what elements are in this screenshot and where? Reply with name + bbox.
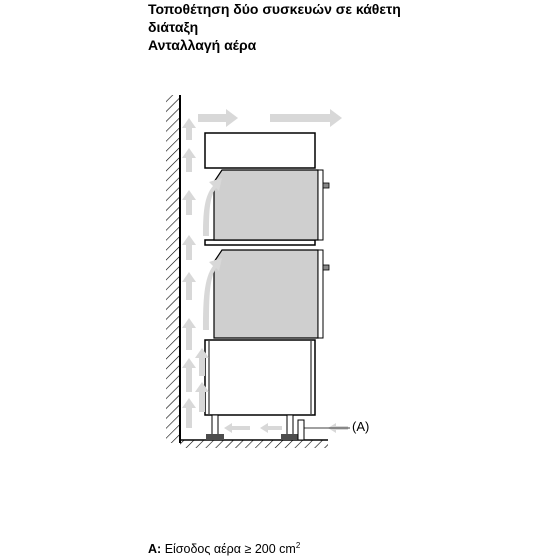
arrow-up-8 bbox=[182, 118, 196, 140]
heading-line-3: Ανταλλαγή αέρα bbox=[148, 37, 257, 53]
upper-appliance-handle bbox=[323, 183, 329, 188]
cabinet-legs bbox=[206, 415, 304, 440]
leg-left bbox=[212, 415, 218, 437]
legend bbox=[148, 541, 300, 556]
arrow-up-4 bbox=[182, 272, 196, 300]
legend-superscript: 2 bbox=[295, 541, 301, 550]
inlet-label: (A) bbox=[352, 419, 370, 434]
arrow-up-6 bbox=[182, 190, 196, 215]
arrow-up-3 bbox=[182, 318, 196, 350]
arrow-top-1 bbox=[198, 109, 238, 127]
lower-appliance-door bbox=[318, 250, 323, 338]
lower-appliance-handle bbox=[323, 265, 329, 270]
arrow-up-1 bbox=[182, 398, 196, 428]
foot-right bbox=[281, 434, 299, 440]
upper-shelf bbox=[205, 240, 315, 245]
arrow-inlet-left bbox=[224, 423, 250, 433]
legend-key: A: bbox=[148, 542, 162, 557]
arrow-up-5 bbox=[182, 235, 196, 260]
leg-right bbox=[287, 415, 293, 437]
legend-text: Είσοδος αέρα ≥ 200 cm bbox=[164, 542, 296, 557]
arrow-inlet-mid bbox=[260, 423, 282, 433]
heading-line-2: διάταξη bbox=[148, 19, 199, 35]
arrow-up-2 bbox=[182, 358, 196, 392]
foot-left bbox=[206, 434, 224, 440]
upper-compartment bbox=[205, 133, 315, 168]
upper-appliance-door bbox=[318, 170, 323, 240]
wall bbox=[166, 95, 180, 443]
arrow-up-7 bbox=[182, 148, 196, 172]
floor bbox=[180, 440, 328, 448]
lower-compartment bbox=[205, 340, 315, 415]
arrow-top-2 bbox=[270, 109, 342, 127]
plinth bbox=[298, 420, 304, 440]
lower-appliance bbox=[214, 250, 329, 338]
heading-line-1: Τοποθέτηση δύο συσκευών σε κάθετη bbox=[148, 1, 401, 17]
upper-appliance bbox=[214, 170, 329, 240]
